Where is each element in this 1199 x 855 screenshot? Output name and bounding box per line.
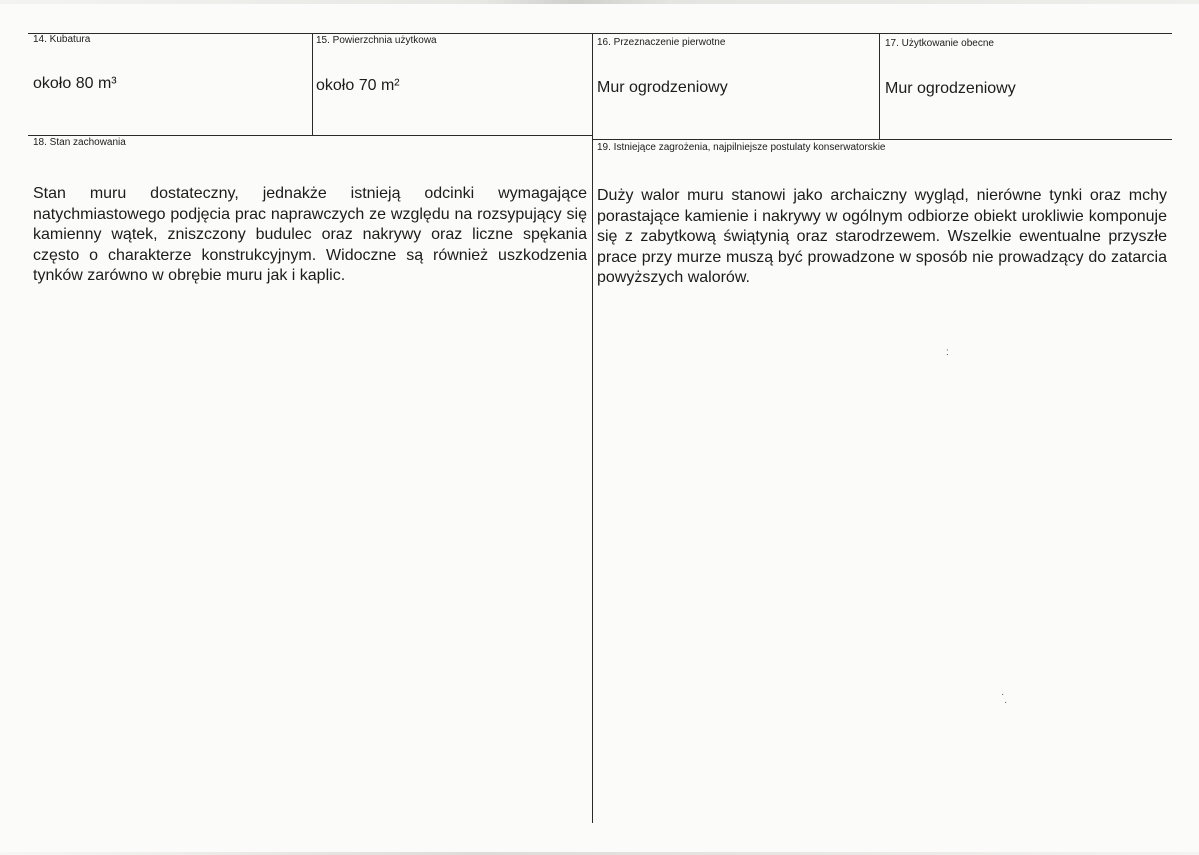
row-separator-right	[592, 139, 1172, 140]
top-border	[28, 33, 1172, 34]
powierzchnia-label: 15. Powierzchnia użytkowa	[316, 35, 437, 46]
stan-label: 18. Stan zachowania	[33, 137, 126, 148]
zagrozenia-label: 19. Istniejące zagrożenia, najpilniejsze postulaty konserwatorskie	[597, 142, 886, 153]
przeznaczenie-value: Mur ogrodzeniowy	[597, 79, 728, 96]
divider-16-17	[879, 33, 880, 139]
przeznaczenie-label: 16. Przeznaczenie pierwotne	[597, 37, 726, 48]
zagrozenia-text: Duży walor muru stanowi jako archaiczny wygląd, nierówne tynki oraz mchy porastające kamienie i nakrywy w ogólnym odbiorze obiekt urokliwie komponuje się z zabytkową świątynią oraz starodrzewem. Wszelkie ewentualne przyszłe prace przy murze muszą być prowadzone w sposób nie prowadzący do zatarcia powyższych walorów.	[597, 187, 1167, 286]
kubatura-label: 14. Kubatura	[33, 34, 91, 45]
row-separator-left	[28, 135, 593, 136]
scan-speck: ·	[1004, 697, 1008, 708]
uzytkowanie-value: Mur ogrodzeniowy	[885, 80, 1016, 97]
divider-14-15	[312, 33, 313, 136]
stan-text: Stan muru dostateczny, jednakże istnieją odcinki wymagające natychmiastowego podjęcia prac naprawczych ze względu na rozsypujący się kamienny wątek, zniszczony budulec oraz nakrywy oraz liczne spękania często o charakterze konstrukcyjnym. Widoczne są również uszkodzenia tynków zarówno w obrębie muru jak i kaplic.	[33, 185, 587, 284]
scan-speck: :	[946, 347, 949, 358]
uzytkowanie-label: 17. Użytkowanie obecne	[885, 38, 994, 49]
powierzchnia-value: około 70 m²	[316, 77, 400, 94]
kubatura-value: około 80 m³	[33, 75, 117, 92]
scan-edge-top	[0, 0, 1199, 4]
scan-speck: ·	[1001, 689, 1005, 700]
divider-15-16	[592, 33, 593, 823]
